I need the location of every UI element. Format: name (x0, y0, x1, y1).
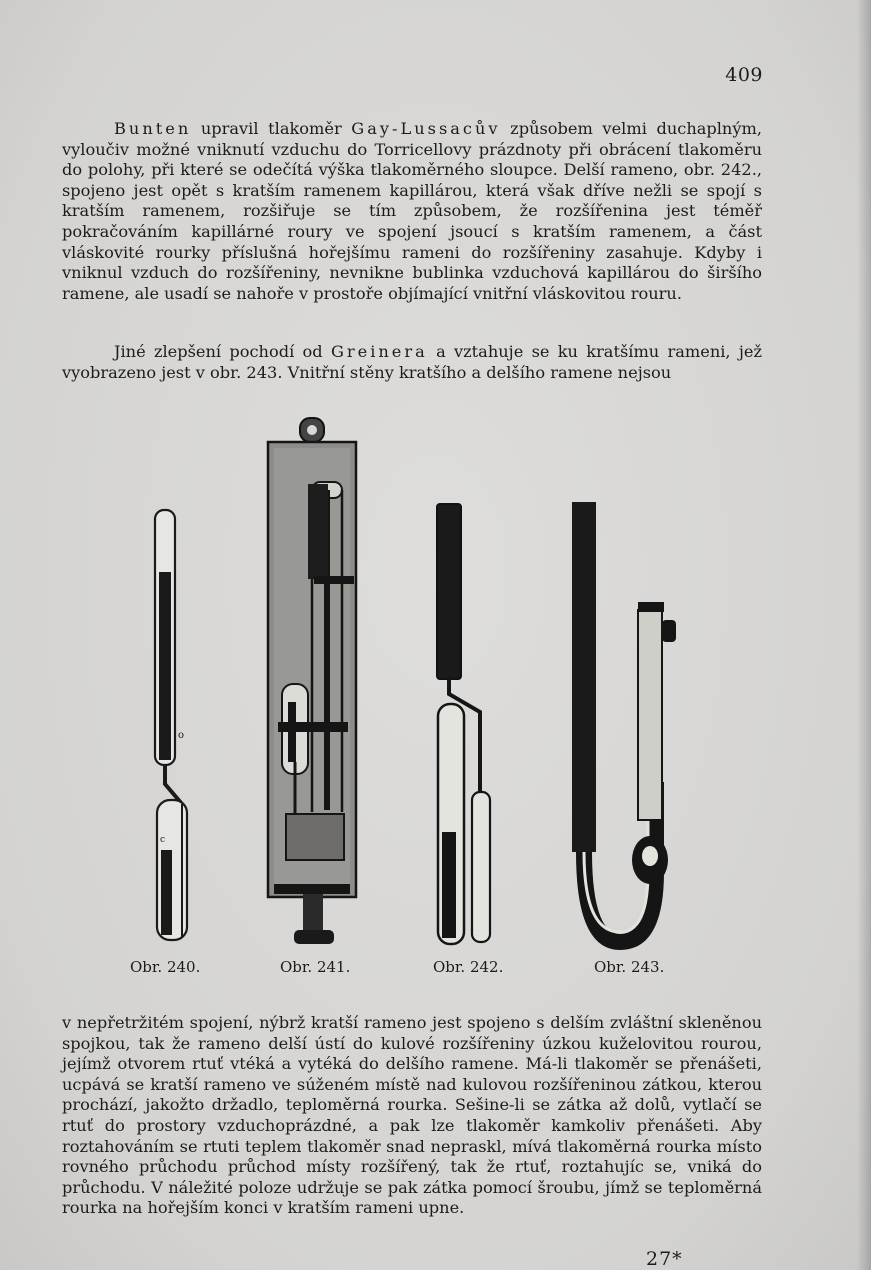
paragraph-text: upravil tlakoměr (191, 119, 352, 138)
person-name-gay-lussac: Gay-Lussacův (351, 119, 501, 138)
paragraph-text: způsobem velmi duchaplným, vyloučiv možné vniknutí vzduchu do Torricellovy prázdnoty při obrácení tlakoměru do polohy, při které se odečítá výška tlakoměrného sloupce. Delší rameno, obr. 242., spojeno jest opět s kratším ramenem kapillárou, která však dříve nežli se spojí s kratším ramenem, rozšiřuje se tím způsobem, že rozšířenina jest téměř pokračováním kapillárné roury ve spojení jsoucí s kratším ramenem, a část vláskovité rourky příslušná hořejšímu rameni do rozšířeniny zasahuje. Kdyby i vniknul vzduch do rozšířeniny, nevnikne bublinka vzduchová kapillárou do širšího ramene, ale usadí se nahoře v prostoře objímající vnitřní vláskovitou rouru. (62, 119, 762, 303)
page-edge-shadow (857, 0, 871, 1270)
svg-text:c: c (160, 835, 166, 845)
figure-243-greiner-barometer (572, 502, 676, 942)
figure-caption-240: Obr. 240. (130, 958, 201, 976)
paragraph-text: a vztahuje se ku kratšímu rameni, jež vyobrazeno jest v obr. 243. Vnitřní stěny kratšího a delšího ramene nejsou (62, 342, 762, 382)
figure-242-bunten-barometer (437, 504, 490, 944)
figure-241-board-barometer (268, 418, 356, 944)
figure-240-siphon-barometer (155, 510, 187, 940)
svg-text:o: o (178, 730, 185, 741)
paragraph-greiner (62, 342, 762, 383)
figure-caption-241: Obr. 241. (280, 958, 351, 976)
page-number: 409 (725, 64, 763, 86)
person-name-bunten: Bunten (114, 119, 192, 138)
printer-signature-mark: 27* (646, 1248, 683, 1270)
barometer-illustrations (100, 412, 720, 957)
figure-caption-243: Obr. 243. (594, 958, 665, 976)
paragraph-text: Jiné zlepšení pochodí od (114, 342, 331, 361)
figure-caption-242: Obr. 242. (433, 958, 504, 976)
person-name-greiner: Greinera (330, 342, 428, 361)
paragraph-bunten (62, 119, 762, 304)
paragraph-greiner-continued: v nepřetržitém spojení, nýbrž kratší rameno jest spojeno s delším zvláštní skleněnou spojkou, tak že rameno delší ústí do kulové rozšířeniny úzkou kuželovitou rourou, jejímž otvorem rtuť vtéká a vytéká do delšího ramene. Má-li tlakoměr se přenášeti, ucpává se kratší rameno ve súženém místě nad kulovou rozšířeninou zátkou, kterou prochází, jakožto držadlo, teploměrná rourka. Sešine-li se zátka až dolů, vytlačí se rtuť do prostory vzduchoprázdné, a pak lze tlakoměr kamkoliv přenášeti. Aby roztahováním se rtuti teplem tlakoměr snad nepraskl, mívá tlakoměrná rourka místo rovného průchodu průchod místy rozšířený, tak že rtuť, roztahujíc se, vniká do průchodu. V náležité poloze udržuje se pak zátka pomocí šroubu, jímž se teploměrná rourka na hořejším konci v kratším rameni upne. (62, 1013, 762, 1218)
